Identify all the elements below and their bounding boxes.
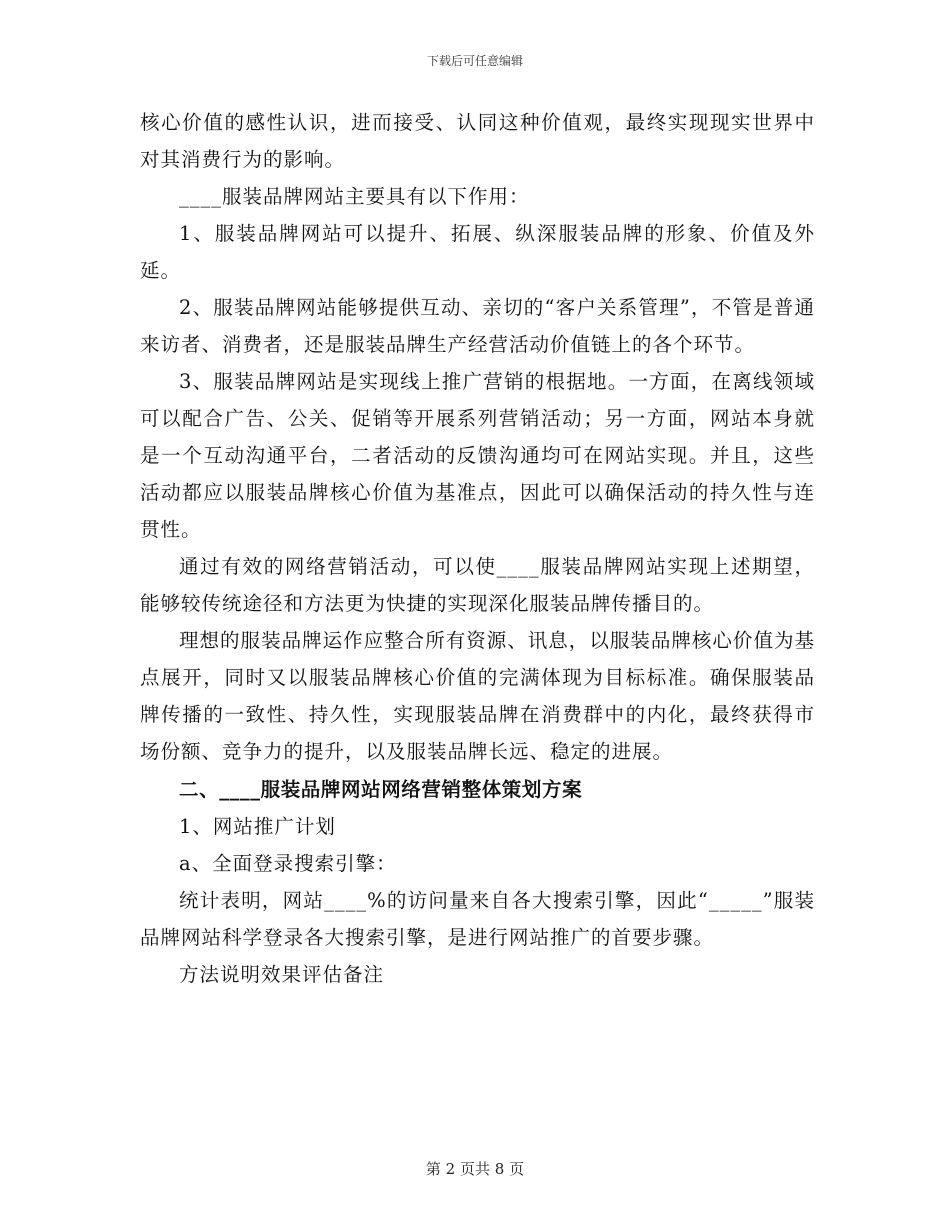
paragraph-statistics: 统计表明，网站____%的访问量来自各大搜索引擎，因此“_____”服装品牌网站科学登录各大搜索引擎，是进行网站推广的首要步骤。	[140, 889, 815, 949]
paragraph-network-marketing: 通过有效的网络营销活动，可以使____服装品牌网站实现上述期望，能够较传统途径和方法更为快捷的实现深化服装品牌传播目的。	[140, 555, 815, 615]
paragraph-intro: ____服装品牌网站主要具有以下作用：	[179, 185, 530, 208]
paragraph-item-1: 1、服装品牌网站可以提升、拓展、纵深服装品牌的形象、价值及外延。	[140, 222, 815, 282]
page-header: 下载后可任意编辑	[426, 54, 523, 68]
subheading-search-engines: a、全面登录搜索引擎：	[179, 852, 397, 875]
paragraph-continuation: 核心价值的感性认识，进而接受、认同这种价值观，最终实现现实世界中对其消费行为的影响。	[140, 111, 815, 171]
paragraph-ideal-operation: 理想的服装品牌运作应整合所有资源、讯息，以服装品牌核心价值为基点展开，同时又以服装品牌核心价值的完满体现为目标标准。确保服装品牌传播的一致性、持久性，实现服装品牌在消费群中的内化，最终获得市场份额、竞争力的提升，以及服装品牌长远、稳定的进展。	[140, 629, 815, 763]
page-number: 第 2 页共 8 页	[425, 1160, 525, 1178]
paragraph-table-columns: 方法说明效果评估备注	[179, 963, 385, 986]
paragraph-item-3: 3、服装品牌网站是实现线上推广营销的根据地。一方面，在离线领域可以配合广告、公关、促销等开展系列营销活动；另一方面，网站本身就是一个互动沟通平台，二者活动的反馈沟通均可在网站实现。并且，这些活动都应以服装品牌核心价值为基准点，因此可以确保活动的持久性与连贯性。	[140, 370, 815, 541]
section-heading: 二、____服装品牌网站网络营销整体策划方案	[179, 778, 583, 801]
paragraph-item-2: 2、服装品牌网站能够提供互动、亲切的“客户关系管理”，不管是普通来访者、消费者，还是服装品牌生产经营活动价值链上的各个环节。	[140, 296, 815, 356]
subheading-promotion-plan: 1、网站推广计划	[179, 815, 336, 838]
document-body	[140, 104, 815, 993]
